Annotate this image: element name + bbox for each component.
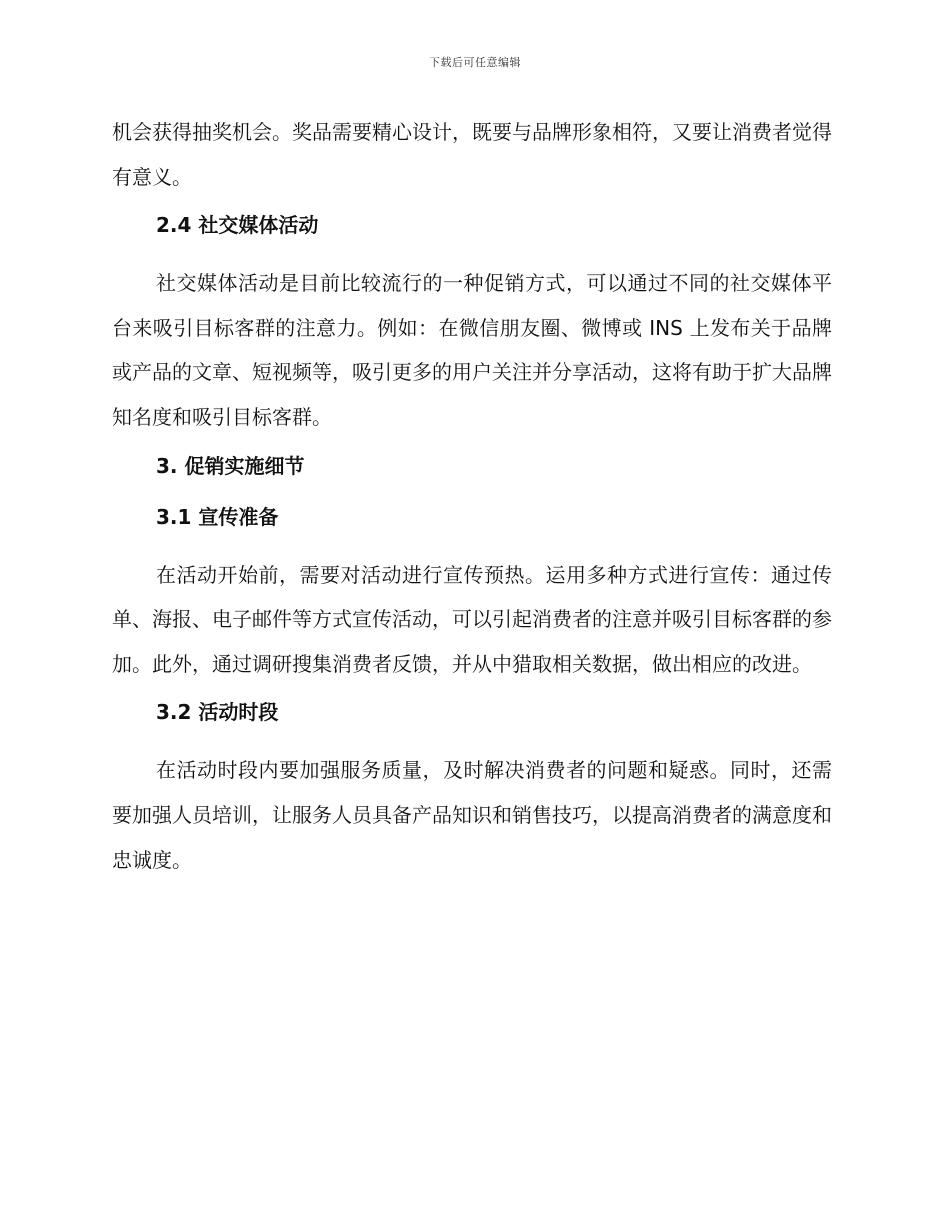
- heading-2-4-social-media: 2.4 社交媒体活动: [156, 213, 319, 238]
- paragraph-prize-continuation: 机会获得抽奖机会。奖品需要精心设计，既要与品牌形象相符，又要让消费者觉得有意义。: [112, 120, 832, 189]
- heading-3-1-promotion-prep: 3.1 宣传准备: [156, 504, 279, 529]
- paragraph-promotion-prep: 在活动开始前，需要对活动进行宣传预热。运用多种方式进行宣传：通过传单、海报、电子邮件等方式宣传活动，可以引起消费者的注意并吸引目标客群的参加。此外，通过调研搜集消费者反馈，并从中猎取相关数据，做出相应的改进。: [112, 562, 832, 676]
- paragraph-social-media: 社交媒体活动是目前比较流行的一种促销方式，可以通过不同的社交媒体平台来吸引目标客群的注意力。例如：在微信朋友圈、微博或 INS 上发布关于品牌或产品的文章、短视频等，吸引更多的用户关注并分享活动，这将有助于扩大品牌知名度和吸引目标客群。: [112, 271, 832, 429]
- heading-3-implementation: 3. 促销实施细节: [156, 453, 305, 478]
- heading-3-2-activity-period: 3.2 活动时段: [156, 700, 279, 725]
- paragraph-activity-period: 在活动时段内要加强服务质量，及时解决消费者的问题和疑惑。同时，还需要加强人员培训，让服务人员具备产品知识和销售技巧，以提高消费者的满意度和忠诚度。: [112, 758, 832, 872]
- document-body: [112, 110, 832, 893]
- page-header-note: 下载后可任意编辑: [429, 56, 521, 69]
